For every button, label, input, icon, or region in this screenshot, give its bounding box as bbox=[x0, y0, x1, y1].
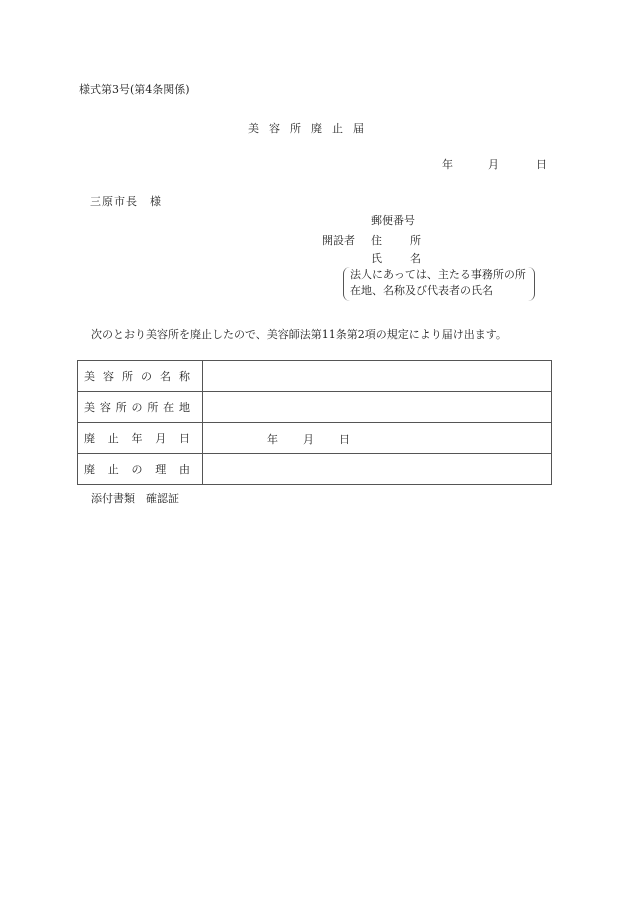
salon-address-field[interactable] bbox=[203, 392, 552, 423]
label-char: 在 bbox=[163, 401, 175, 414]
table-row-label bbox=[78, 454, 203, 485]
label-char: 理 bbox=[155, 463, 167, 476]
statement: 次のとおり美容所を廃止したので、美容師法第11条第2項の規定により届け出ます。 bbox=[91, 328, 507, 341]
label-char: 美 bbox=[84, 401, 95, 414]
label-char: 止 bbox=[107, 463, 119, 476]
closure-year-label: 年 bbox=[267, 433, 278, 446]
address-label-char: 住 bbox=[371, 234, 382, 247]
label-char: 容 bbox=[103, 370, 114, 383]
corporate-note-line: 法人にあっては、主たる事務所の所 bbox=[350, 268, 526, 281]
date-year-label: 年 bbox=[442, 158, 453, 171]
label-char: 月 bbox=[155, 432, 167, 445]
table-row-label bbox=[78, 361, 203, 392]
label-char: 称 bbox=[179, 370, 190, 383]
address-label bbox=[371, 232, 421, 248]
date-month-label: 月 bbox=[488, 158, 499, 171]
closure-reason-field[interactable] bbox=[203, 454, 552, 485]
attachments-note: 添付書類 確認証 bbox=[91, 492, 179, 505]
label-char: 年 bbox=[131, 432, 143, 445]
date-day-label: 日 bbox=[536, 158, 547, 171]
name-label-char: 氏 bbox=[371, 252, 382, 265]
label-char: 美 bbox=[84, 370, 95, 383]
corporate-note bbox=[343, 267, 535, 301]
label-char: 所 bbox=[122, 370, 133, 383]
label-char: 廃 bbox=[84, 463, 95, 476]
label-char: の bbox=[131, 401, 143, 414]
closure-month-label: 月 bbox=[303, 433, 314, 446]
label-char: の bbox=[131, 463, 143, 476]
postal-code-label: 郵便番号 bbox=[371, 214, 415, 227]
salon-name-field[interactable] bbox=[203, 361, 552, 392]
closure-day-label: 日 bbox=[339, 433, 350, 446]
table-row bbox=[78, 392, 552, 423]
label-char: 地 bbox=[178, 401, 190, 414]
table-row-label bbox=[78, 392, 203, 423]
corporate-note-line: 在地、名称及び代表者の氏名 bbox=[350, 284, 493, 297]
founder-label: 開設者 bbox=[322, 234, 355, 247]
name-label bbox=[371, 250, 421, 266]
label-char: 所 bbox=[147, 401, 159, 414]
table-row bbox=[78, 423, 552, 454]
table-row bbox=[78, 361, 552, 392]
label-char: 止 bbox=[107, 432, 119, 445]
addressee: 三原市長 様 bbox=[90, 195, 162, 208]
address-label-char: 所 bbox=[410, 234, 421, 247]
document-title: 美容所廃止届 bbox=[248, 122, 374, 135]
label-char: 日 bbox=[179, 432, 190, 445]
label-char: 由 bbox=[179, 463, 190, 476]
info-table bbox=[77, 360, 552, 485]
label-char: 容 bbox=[99, 401, 111, 414]
name-label-char: 名 bbox=[410, 252, 421, 265]
form-number: 様式第3号(第4条関係) bbox=[79, 83, 190, 96]
table-row-label bbox=[78, 423, 203, 454]
label-char: の bbox=[141, 370, 152, 383]
label-char: 所 bbox=[115, 401, 127, 414]
label-char: 名 bbox=[160, 370, 171, 383]
label-char: 廃 bbox=[84, 432, 95, 445]
table-row bbox=[78, 454, 552, 485]
closure-date-field[interactable] bbox=[203, 423, 552, 454]
